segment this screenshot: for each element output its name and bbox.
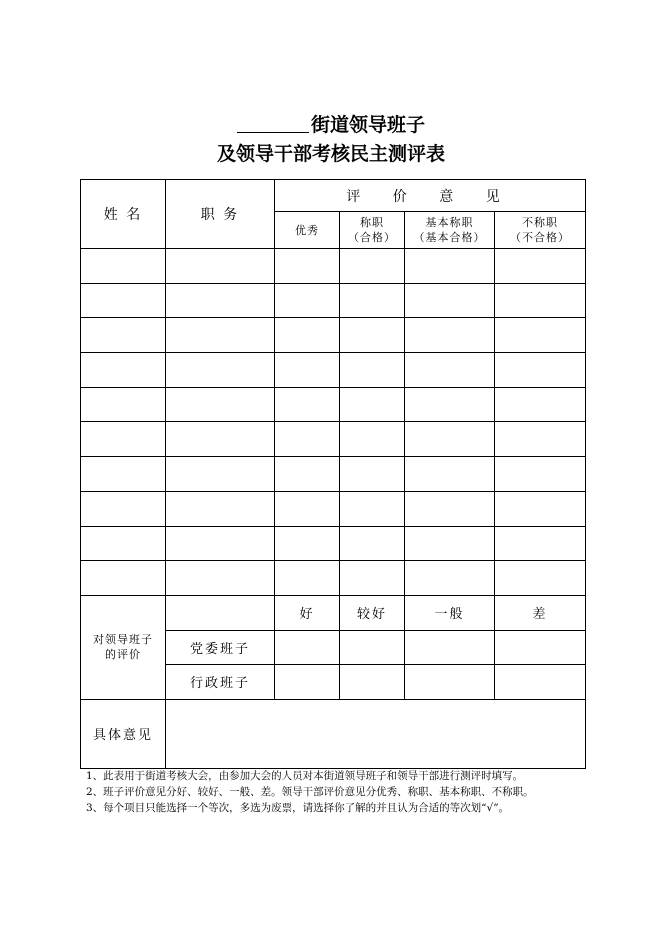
competent-cell[interactable] [340,526,405,561]
level-average: 一般 [405,595,495,630]
name-cell[interactable] [81,318,166,353]
excellent-cell[interactable] [275,249,340,284]
table-row [81,526,586,561]
table-row [81,283,586,318]
name-cell[interactable] [81,457,166,492]
excellent-cell[interactable] [275,526,340,561]
excellent-cell[interactable] [275,353,340,388]
incompetent-cell[interactable] [495,526,586,561]
competent-cell[interactable] [340,422,405,457]
note-1: 1、此表用于街道考核大会，由参加大会的人员对本街道领导班子和领导干部进行测评时填写。 [86,770,524,782]
basic-cell[interactable] [405,387,495,422]
table-row [81,353,586,388]
admin-poor-cell[interactable] [495,664,586,699]
basic-cell[interactable] [405,491,495,526]
header-grade-incompetent: 不称职 （不合格） [495,212,586,249]
header-evaluation: 评 价 意 见 [275,180,586,212]
admin-fairly-good-cell[interactable] [340,664,405,699]
table-row [81,249,586,284]
table-row [81,387,586,422]
party-fairly-good-cell[interactable] [340,630,405,664]
incompetent-cell[interactable] [495,561,586,596]
specific-opinion-field[interactable] [166,699,586,768]
level-good: 好 [275,595,340,630]
position-cell[interactable] [166,318,275,353]
name-cell[interactable] [81,283,166,318]
evaluation-table [80,179,586,769]
position-cell[interactable] [166,422,275,457]
incompetent-cell[interactable] [495,422,586,457]
basic-cell[interactable] [405,526,495,561]
competent-cell[interactable] [340,318,405,353]
form-title-line1: 街道领导班子 [0,113,662,137]
position-cell[interactable] [166,353,275,388]
party-poor-cell[interactable] [495,630,586,664]
excellent-cell[interactable] [275,457,340,492]
team-administration: 行政班子 [166,664,275,699]
party-good-cell[interactable] [275,630,340,664]
incompetent-cell[interactable] [495,491,586,526]
position-cell[interactable] [166,249,275,284]
competent-cell[interactable] [340,491,405,526]
party-average-cell[interactable] [405,630,495,664]
name-cell[interactable] [81,491,166,526]
title-blank-underline[interactable] [237,114,309,133]
table-row [81,561,586,596]
excellent-cell[interactable] [275,318,340,353]
basic-cell[interactable] [405,249,495,284]
excellent-cell[interactable] [275,491,340,526]
header-position: 职 务 [166,180,275,249]
admin-good-cell[interactable] [275,664,340,699]
position-cell[interactable] [166,283,275,318]
incompetent-cell[interactable] [495,387,586,422]
admin-average-cell[interactable] [405,664,495,699]
competent-cell[interactable] [340,283,405,318]
incompetent-cell[interactable] [495,457,586,492]
form-title-line2: 及领导干部考核民主测评表 [216,143,445,165]
table-row [81,318,586,353]
excellent-cell[interactable] [275,283,340,318]
name-cell[interactable] [81,526,166,561]
table-row [81,491,586,526]
level-fairly-good: 较好 [340,595,405,630]
basic-cell[interactable] [405,318,495,353]
competent-cell[interactable] [340,457,405,492]
incompetent-cell[interactable] [495,318,586,353]
table-row [81,422,586,457]
header-grade-competent: 称职 （合格） [340,212,405,249]
position-cell[interactable] [166,457,275,492]
team-levels-blank [166,595,275,630]
basic-cell[interactable] [405,353,495,388]
name-cell[interactable] [81,561,166,596]
excellent-cell[interactable] [275,387,340,422]
position-cell[interactable] [166,561,275,596]
note-2: 2、班子评价意见分好、较好、一般、差。领导干部评价意见分优秀、称职、基本称职、不称职。 [86,786,534,798]
competent-cell[interactable] [340,561,405,596]
notes [86,768,606,816]
header-name: 姓 名 [81,180,166,249]
header-grade-basic: 基本称职 （基本合格） [405,212,495,249]
excellent-cell[interactable] [275,561,340,596]
level-poor: 差 [495,595,586,630]
competent-cell[interactable] [340,353,405,388]
name-cell[interactable] [81,249,166,284]
incompetent-cell[interactable] [495,353,586,388]
header-grade-excellent: 优秀 [275,212,340,249]
basic-cell[interactable] [405,283,495,318]
incompetent-cell[interactable] [495,283,586,318]
name-cell[interactable] [81,353,166,388]
basic-cell[interactable] [405,457,495,492]
competent-cell[interactable] [340,387,405,422]
name-cell[interactable] [81,422,166,457]
position-cell[interactable] [166,526,275,561]
excellent-cell[interactable] [275,422,340,457]
specific-opinion-label: 具体意见 [81,699,166,768]
basic-cell[interactable] [405,561,495,596]
team-evaluation-label: 对领导班子 的评价 [81,595,166,699]
incompetent-cell[interactable] [495,249,586,284]
name-cell[interactable] [81,387,166,422]
basic-cell[interactable] [405,422,495,457]
competent-cell[interactable] [340,249,405,284]
table-row [81,457,586,492]
position-cell[interactable] [166,387,275,422]
note-3: 3、每个项目只能选择一个等次，多选为废票，请选择你了解的并且认为合适的等次划“√”。 [86,802,510,814]
team-party-committee: 党委班子 [166,630,275,664]
position-cell[interactable] [166,491,275,526]
